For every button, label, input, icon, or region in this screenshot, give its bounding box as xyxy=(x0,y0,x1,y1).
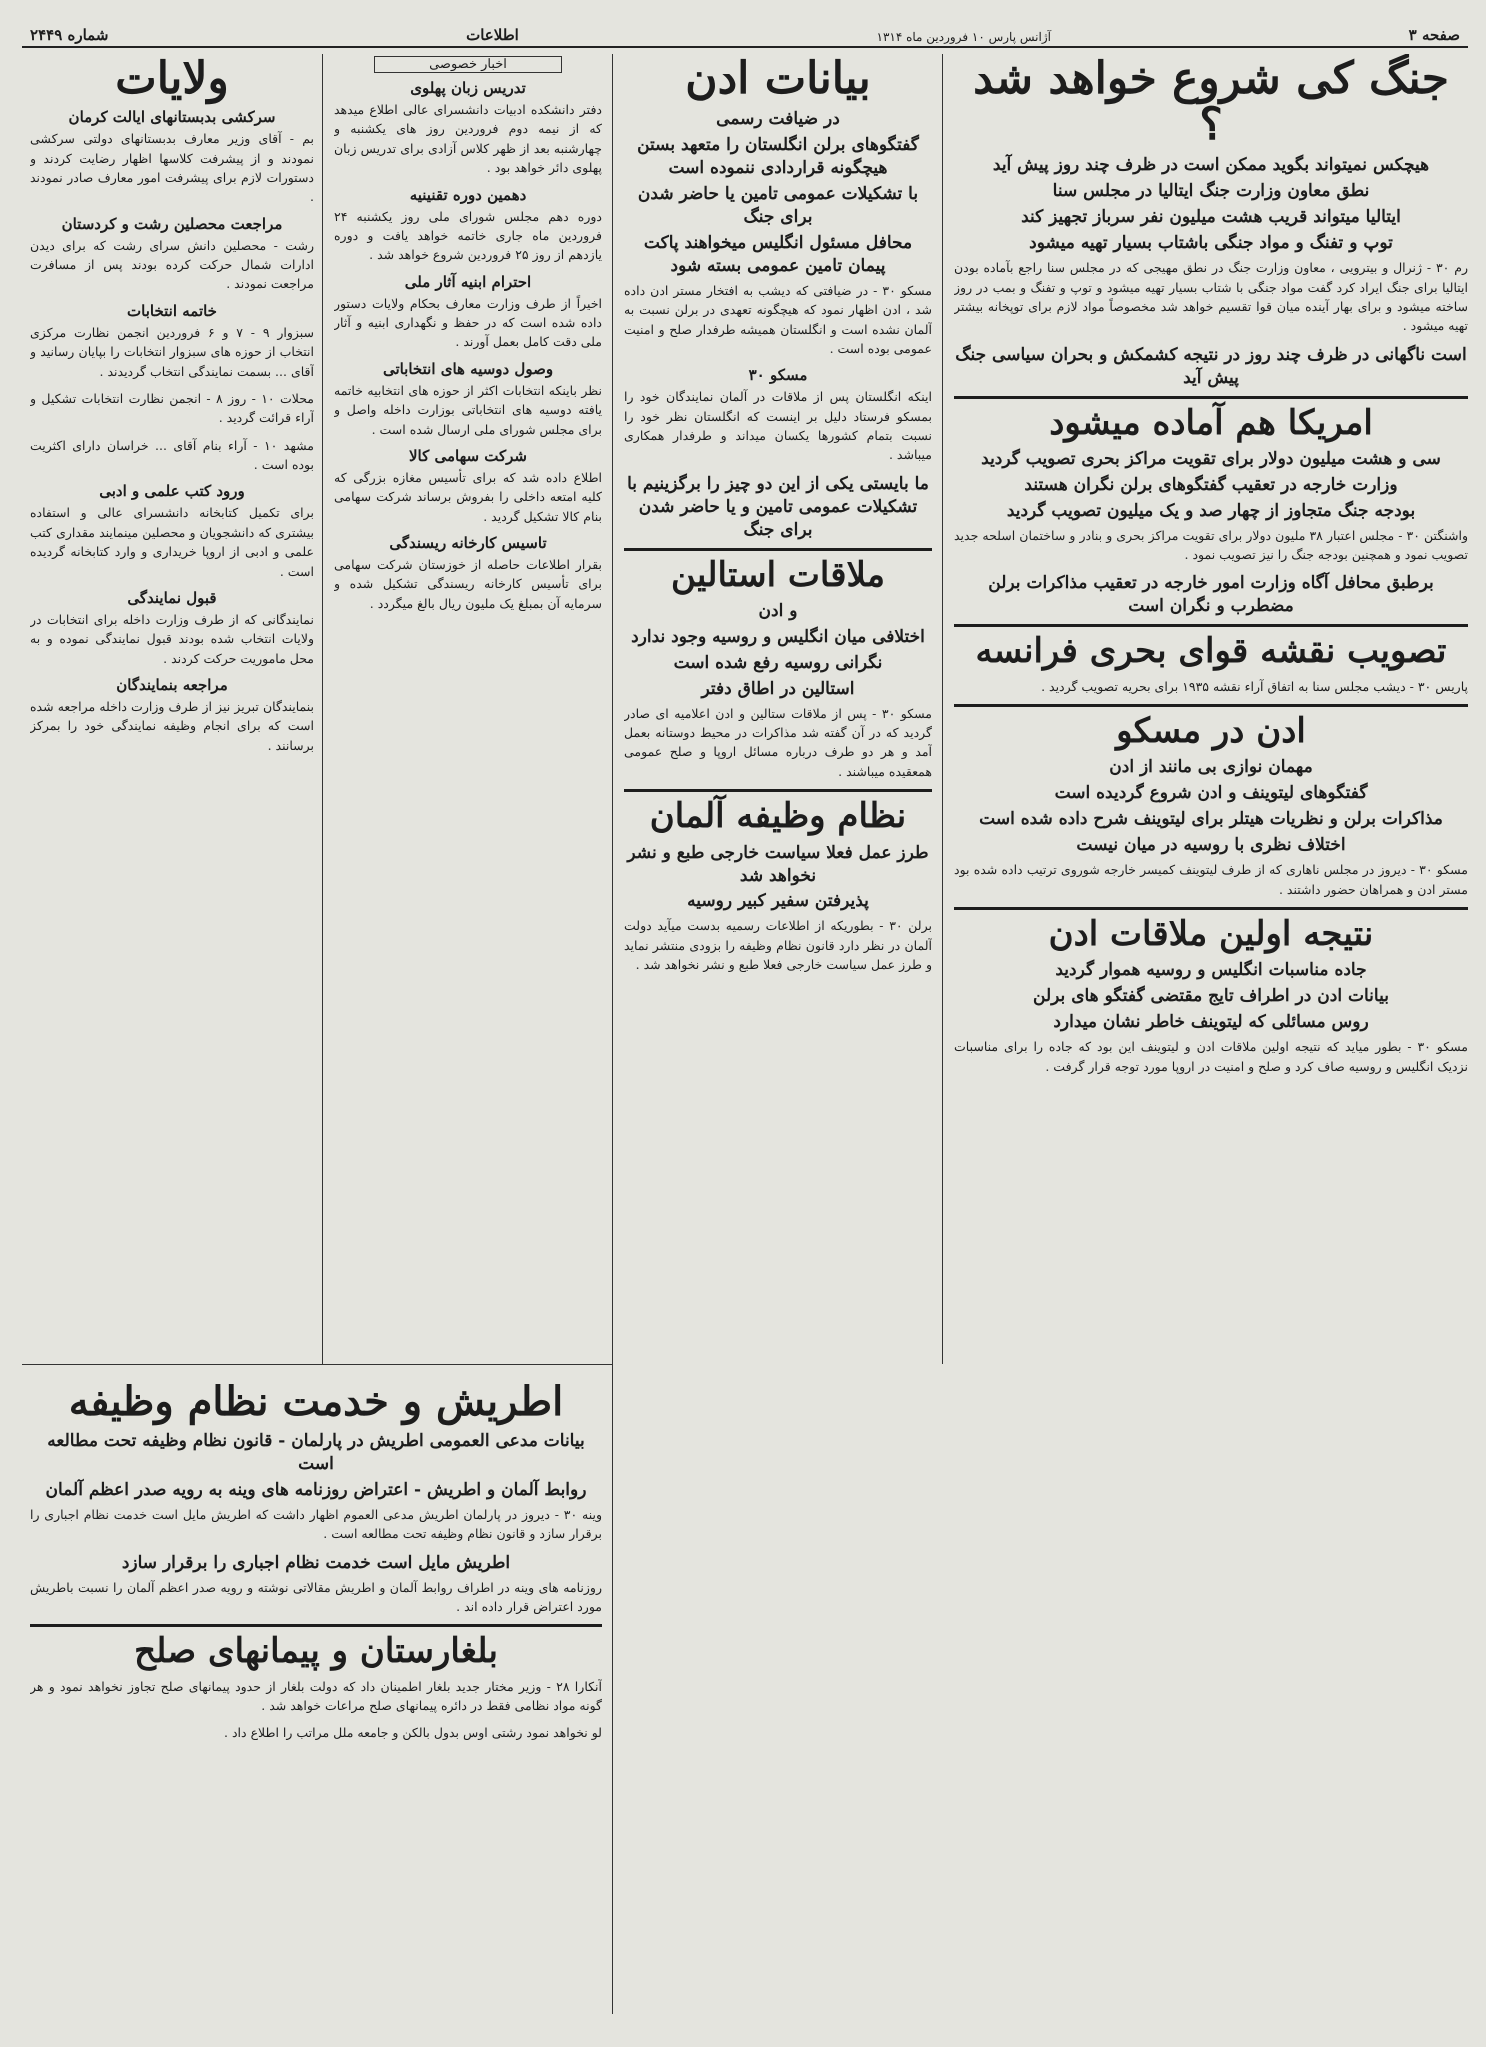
article-body: اینکه انگلستان پس از ملاقات در آلمان نمایندگان خود را بمسکو فرستاد دلیل بر اینست که انگلستان نظر خود را نسبت بتمام کشورها یکسان میداند و طرفدار همکاری میباشد . xyxy=(624,389,932,463)
headline-stalin-meeting: ملاقات استالین xyxy=(670,554,885,595)
news-body: بقرار اطلاعات حاصله از خوزستان شرکت سهامی برای تأسیس کارخانه ریسندگی تشکیل شده و سرمایه آن بمبلغ یک ملیون ریال بالغ میگردد . xyxy=(334,557,602,611)
subhead: بودجه جنگ متجاوز از چهار صد و یک میلیون تصویب گردید xyxy=(1006,500,1416,521)
news-body: اطلاع داده شد که برای تأسیس مغازه بزرگی که کلیه امتعه داخلی را بفروش برساند شرکت سهامی بنام کالا تشکیل گردید . xyxy=(334,469,602,524)
subhead: ما بایستی یکی از این دو چیز را برگزینیم با تشکیلات عمومی تامین و یا حاضر شدن برای جنگ xyxy=(627,473,929,540)
headline-france-navy: تصویب نقشه قوای بحری فرانسه xyxy=(975,631,1447,672)
subhead: مهمان نوازی بی مانند از ادن xyxy=(1109,757,1313,778)
subhead: نگرانی روسیه رفع شده است xyxy=(673,652,883,673)
masthead xyxy=(22,14,1468,48)
news-body: اخیراً از طرف وزارت معارف بحکام ولایات دستور داده شده است که در حفظ و نگهداری ابنیه و آثار ملی دقت کامل بعمل آورند . xyxy=(334,295,602,350)
news-body: نظر باینکه انتخابات اکثر از حوزه های انتخابیه خاتمه یافته دوسیه های انتخاباتی بوزارت داخله واصل و برای مجلس شورای ملی ارسال شده است . xyxy=(334,382,602,437)
article-body: وینه ۳۰ - دیروز در پارلمان اطریش مدعی العموم اظهار داشت که اطریش مایل است خدمت نظام اجباری را برقرار سازد و قانون نظام وظیفه تحت مطالعه است . xyxy=(30,1506,602,1542)
agency-date: آژانس پارس ۱۰ فروردین ماه ۱۳۱۴ xyxy=(876,30,1051,44)
issue-number: شماره ۲۴۴۹ xyxy=(30,26,109,44)
bottom-left-block xyxy=(30,1376,602,2026)
news-body: سبزوار ۹ - ۷ و ۶ فروردین انجمن نظارت مرکزی انتخاب از حوزه های سبزوار انتخابات را بپایان رسانید و آقای ... بسمت نمایندگی انتخاب گردیدند . xyxy=(30,324,314,379)
news-title: خاتمه انتخابات xyxy=(127,301,217,320)
article-body: مسکو ۳۰ - بطور میاید که نتیجه اولین ملاقات ادن و لیتوینف این بود که جاده را برای مناسبات نزدیک انگلیس و روسیه صاف کرد و صلح و امنیت در اروپا مورد توجه قرار گرفت . xyxy=(954,1039,1468,1074)
subhead: وزارت خارجه در تعقیب گفتگوهای برلن نگران هستند xyxy=(1024,474,1398,495)
news-title: ورود کتب علمی و ادبی xyxy=(99,482,245,501)
divider xyxy=(624,789,932,792)
divider xyxy=(954,396,1468,399)
news-title: وصول دوسیه های انتخاباتی xyxy=(382,359,554,378)
subhead: روس مسائلی که لیتوینف خاطر نشان میدارد xyxy=(1053,1012,1369,1033)
subhead: است ناگهانی در ظرف چند روز در نتیجه کشمکش و بحران سیاسی جنگ پیش آید xyxy=(955,344,1467,388)
divider xyxy=(624,548,932,551)
article-body: واشنگتن ۳۰ - مجلس اعتبار ۳۸ ملیون دولار برای تقویت مراکز بحری و بنادر و ساختمان اسلحه جدید تصویب نمود و همچنین بودجه جنگ را نیز تصویب نمود . xyxy=(954,527,1468,563)
subhead: توپ و تفنگ و مواد جنگی باشتاب بسیار تهیه میشود xyxy=(1029,233,1393,254)
news-body: برای تکمیل کتابخانه دانشسرای عالی و استفاده بیشتری که دانشجویان و محصلین مینمایند مقداری کتب علمی و ادبی از اروپا خریداری و وارد کتابخانه گردیده است . xyxy=(30,505,314,579)
subhead: ایتالیا میتواند قریب هشت میلیون نفر سرباز تجهیز کند xyxy=(1021,207,1401,228)
news-title: سرکشی بدبستانهای ایالت کرمان xyxy=(68,108,276,127)
headline-eden-first-meeting: نتیجه اولین ملاقات ادن xyxy=(1048,913,1374,954)
headline-austria-conscription: اطریش و خدمت نظام وظیفه xyxy=(68,1378,564,1425)
article-body: پاریس ۳۰ - دیشب مجلس سنا به اتفاق آراء نقشه ۱۹۳۵ برای بحریه تصویب گردید . xyxy=(1041,678,1468,694)
subhead: با تشکیلات عمومی تامین یا حاضر شدن برای جنگ xyxy=(637,184,919,227)
subhead: و ادن xyxy=(758,600,798,621)
column-rule xyxy=(322,54,323,1364)
subhead: گفتگوهای برلن انگلستان را متعهد بستن هیچگونه قراردادی ننموده است xyxy=(637,135,919,179)
article-body: مسکو ۳۰ - در ضیافتی که دیشب به افتخار مستر ادن داده شد ، ادن اظهار نمود که هیچگونه تعهدی در برلن نسبت به آلمان نشده است و انگلستان همیشه طرفدار صلح و امنیت عمومی بوده است . xyxy=(624,282,932,356)
article-body: رم ۳۰ - ژنرال و بیترویی ، معاون وزارت جنگ در نطق مهیجی که در مجلس سنا راجع بآماده بودن ایتالیا برای جنگ ایراد کرد گفت مواد جنگی با شتاب بسیار تهیه میشود و توپ و تفنگ و بمب در روز ساخته میشود و برای بهار آینده میان قوا تقسیم خواهد شد مخصوصاً مواد لازم برای توپخانه بیشتر تهیه میشود . xyxy=(954,260,1468,334)
subhead: برطبق محافل آگاه وزارت امور خارجه در تعقیب مذاکرات برلن مضطرب و نگران است xyxy=(988,573,1434,617)
article-body: آنکارا ۲۸ - وزیر مختار جدید بلغار اطمینان داد که دولت بلغار از حدود پیمانهای صلح تجاوز نخواهد نمود و هر گونه مواد نظامی فقط در دائره پیمانهای صلح مراعات خواهد شد . xyxy=(30,1678,602,1714)
subhead: بیانات ادن در اطراف تایج مقتضی گفتگو های برلن xyxy=(1033,986,1389,1007)
news-title: شرکت سهامی کالا xyxy=(408,446,527,465)
news-title: تدریس زبان پهلوی xyxy=(410,79,526,97)
headline-provinces: ولایات xyxy=(115,54,229,104)
news-title: احترام ابنیه آثار ملی xyxy=(404,272,532,291)
subhead: محافل مسئول انگلیس میخواهند پاکت پیمان تامین عمومی بسته شود xyxy=(643,232,913,276)
subhead: روابط آلمان و اطریش - اعتراض روزنامه های وینه به رویه صدر اعظم آلمان xyxy=(45,1479,587,1500)
subhead: بیانات مدعی العمومی اطریش در پارلمان - قانون نظام وظیفه تحت مطالعه است xyxy=(47,1431,585,1474)
column-provinces xyxy=(30,54,314,1354)
newspaper-page xyxy=(22,14,1468,2034)
headline-america: امریکا هم آماده میشود xyxy=(1049,402,1373,443)
news-body: محلات ۱۰ - روز ۸ - انجمن نظارت انتخابات تشکیل و آراء قرائت گردید . xyxy=(30,390,314,426)
article-body: برلن ۳۰ - بطوریکه از اطلاعات رسمیه بدست میآید دولت آلمان در نظر دارد قانون نظام وظیفه را بزودی منتشر نماید و طرز عمل سیاست خارجی فعلا طبع و نشر نخواهد شد . xyxy=(624,918,932,973)
headline-german-conscription: نظام وظیفه آلمان xyxy=(649,796,907,837)
news-body: بنمایندگان تبریز نیز از طرف وزارت داخله مراجعه شده است که برای انجام وظیفه نمایندگی خود را بمرکز برسانند . xyxy=(30,699,314,753)
column-rule xyxy=(612,54,613,2014)
divider xyxy=(954,907,1468,910)
news-body: مشهد ۱۰ - آراء بنام آقای ... خراسان دارای اکثریت بوده است . xyxy=(30,437,314,473)
divider xyxy=(954,704,1468,707)
divider xyxy=(954,624,1468,627)
article-body: روزنامه های وینه در اطراف روابط آلمان و اطریش مقالاتی نوشته و رویه صدر اعظم آلمان را نسبت باطریش مورد اعتراض قرار داده اند . xyxy=(30,1579,602,1614)
news-body: بم - آقای وزیر معارف بدبستانهای دولتی سرکشی نمودند و از پیشرفت کلاسها اظهار رضایت کردند و دستورات لازم برای پیشرفت امور معارف صادر نمودند . xyxy=(30,131,314,205)
subhead: نطق معاون وزارت جنگ ایتالیا در مجلس سنا xyxy=(1052,181,1370,202)
news-body: دوره دهم مجلس شورای ملی روز یکشنبه ۲۴ فروردین ماه جاری خاتمه خواهد یافت و دوره یازدهم از روز ۲۵ فروردین شروع خواهد شد . xyxy=(334,208,602,263)
headline-bulgaria-treaties: بلغارستان و پیمانهای صلح xyxy=(134,1631,498,1672)
news-body: رشت - محصلین دانش سرای رشت که برای دیدن ادارات شمال حرکت کرده بودند پس از مسافرت مراجعت نمودند . xyxy=(30,237,314,292)
article-body: مسکو ۳۰ - پس از ملاقات ستالین و ادن اعلامیه ای صادر گردید که در آن گفته شد مذاکرات در محیط دوستانه بعمل آمد و هر دو طرف درباره مسائل اروپا و صلح عمومی همعقیده میباشند . xyxy=(624,705,932,779)
paper-name: اطلاعات xyxy=(466,26,519,44)
subhead: اختلافی میان انگلیس و روسیه وجود ندارد xyxy=(631,626,925,647)
dateline: مسکو ۳۰ xyxy=(748,366,808,385)
subhead: طرز عمل فعلا سیاست خارجی طبع و نشر نخواهد شد xyxy=(627,842,929,886)
section-label: اخبار خصوصی xyxy=(374,56,562,73)
subhead: اختلاف نظری با روسیه در میان نیست xyxy=(1076,835,1346,856)
subhead: در ضیافت رسمی xyxy=(716,109,840,130)
subhead: هیچکس نمیتواند بگوید ممکن است در ظرف چند روز پیش آید xyxy=(992,155,1430,176)
column-war-news xyxy=(954,54,1468,2029)
column-rule xyxy=(942,54,943,1364)
subhead: استالین در اطاق دفتر xyxy=(701,678,855,699)
subhead: گفتگوهای لیتوینف و ادن شروع گردیده است xyxy=(1054,783,1368,804)
column-private-news xyxy=(334,54,602,1354)
divider xyxy=(30,1624,602,1627)
article-body: لو نخواهد نمود رشتی اوس بدول بالکن و جامعه ملل مراتب را اطلاع داد . xyxy=(224,1725,602,1741)
section-rule xyxy=(22,1364,612,1365)
subhead: سی و هشت میلیون دولار برای تقویت مراکز بحری تصویب گردید xyxy=(981,448,1441,469)
page-label: صفحه ۳ xyxy=(1408,26,1460,44)
subhead: اطریش مایل است خدمت نظام اجباری را برقرار سازد xyxy=(121,1552,511,1573)
news-title: دهمین دوره تقنینیه xyxy=(409,185,527,204)
headline-when-war: جنگ کی شروع خواهد شد ؟ xyxy=(973,54,1449,151)
news-title: تاسیس کارخانه ریسندگی xyxy=(389,534,547,552)
subhead: پذیرفتن سفیر کبیر روسیه xyxy=(687,891,869,912)
news-title: مراجعت محصلین رشت و کردستان xyxy=(61,214,283,233)
news-title: قبول نمایندگی xyxy=(127,588,217,607)
headline-eden-moscow: ادن در مسکو xyxy=(1116,711,1306,752)
article-body: مسکو ۳۰ - دیروز در مجلس ناهاری که از طرف لیتوینف کمیسر خارجه شوروی ترتیب داده شده بود مستر ادن و همراهان حضور داشتند . xyxy=(954,862,1468,897)
subhead: جاده مناسبات انگلیس و روسیه هموار گردید xyxy=(1055,960,1367,981)
column-eden-statements xyxy=(624,54,932,2029)
headline-eden-statements: بیانات ادن xyxy=(685,54,871,104)
news-body: نمایندگانی که از طرف وزارت داخله برای انتخابات در ولایات انتخاب شده بودند قبول نمایندگی نموده و به محل ماموریت حرکت کردند . xyxy=(30,611,314,666)
subhead: مذاکرات برلن و نظریات هیتلر برای لیتوینف شرح داده شده است xyxy=(979,809,1443,830)
news-body: دفتر دانشکده ادبیات دانشسرای عالی اطلاع میدهد که از نیمه دوم فروردین روز های یکشنبه و چهارشنبه بعد از ظهر کلاس آزادی برای تدریس زبان پهلوی دائر خواهد بود . xyxy=(334,102,602,176)
news-title: مراجعه بنمایندگان xyxy=(116,676,228,695)
